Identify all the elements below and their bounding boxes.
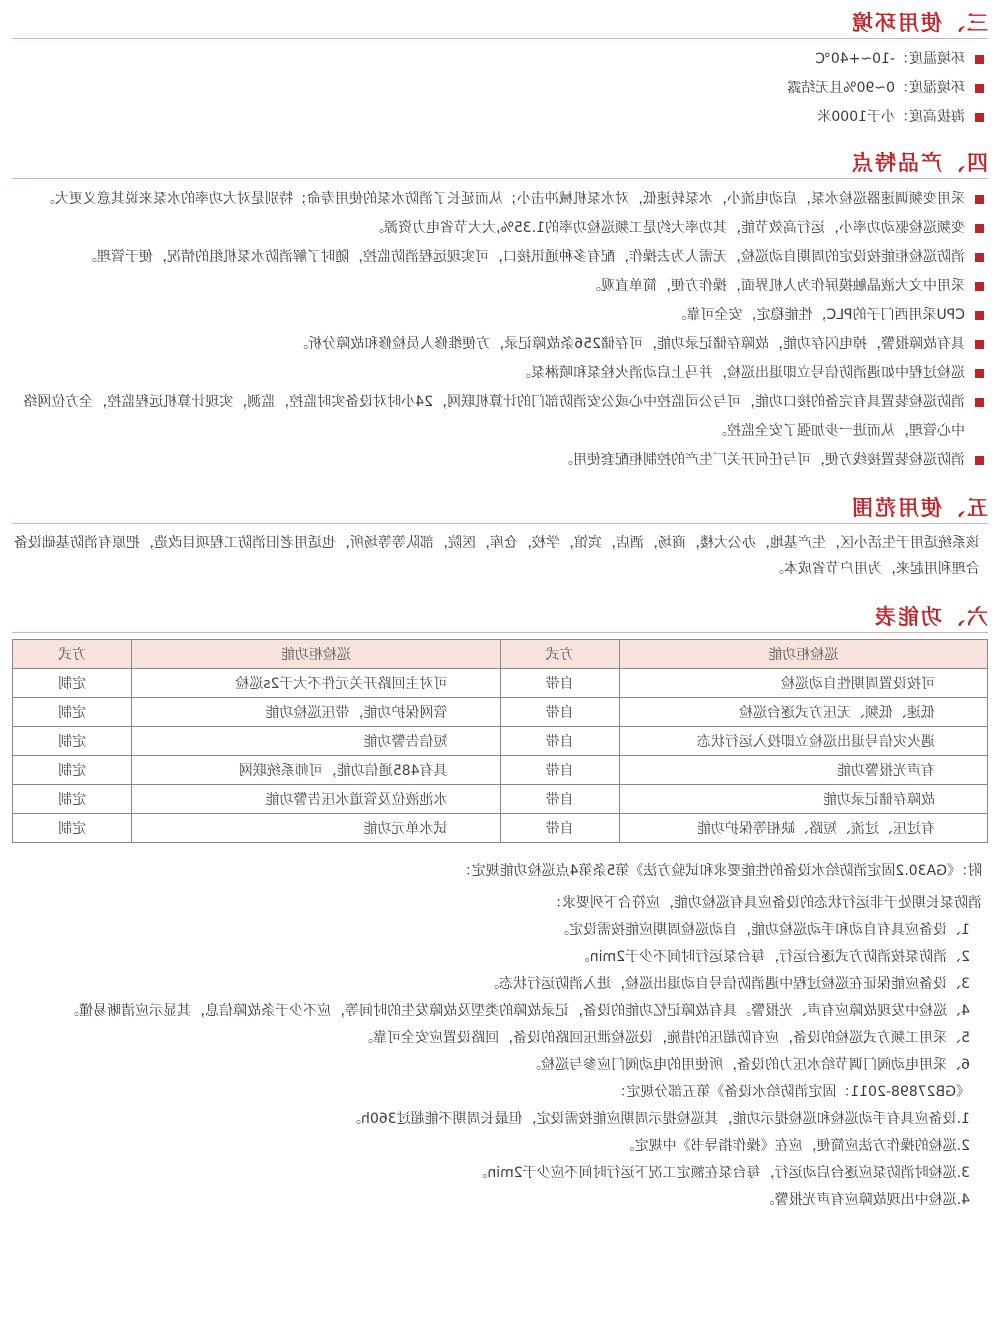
table-row	[13, 814, 988, 843]
table-row	[13, 727, 988, 756]
table-cell: 定制	[13, 785, 132, 814]
bullet-square-icon	[975, 224, 984, 233]
table-row	[13, 698, 988, 727]
table-cell: 定制	[13, 669, 132, 698]
rule-item: 1.设备应具有手动巡检和巡检提示功能，其巡检提示周期应能按需设定，但最长周期不能超过360h。	[347, 1111, 970, 1127]
table-cell: 自带	[500, 785, 619, 814]
rule-item: 2.巡检的操作方法应简便，应在《操作指导书》中规定。	[620, 1138, 970, 1154]
list-item: 环境湿度：0~90%且无结露	[12, 74, 988, 103]
list-item: 采用中文大液晶触摸屏作为人机界面，操作方便，简单直观。	[12, 272, 988, 301]
table-cell: 可按设置周期性自动巡检	[619, 669, 987, 698]
bullet-square-icon	[975, 340, 984, 349]
section6-rule	[12, 632, 988, 633]
rule-item: 3.巡检时消防泵应逐台启动运行，每台泵在额定工况下运行时间不应少于2min。	[473, 1165, 970, 1181]
section4-list	[12, 185, 988, 475]
table-cell: 自带	[500, 669, 619, 698]
bullet-square-icon	[975, 113, 984, 122]
table-cell: 水池液位及管道水压告警功能	[132, 785, 500, 814]
table-row	[13, 785, 988, 814]
bullet-square-icon	[975, 456, 984, 465]
table-cell: 试水单元功能	[132, 814, 500, 843]
table-cell: 故障存储记录功能	[619, 785, 987, 814]
section4-title: 四、产品特点	[850, 151, 988, 175]
bullet-square-icon	[975, 398, 984, 407]
table-cell: 定制	[13, 756, 132, 785]
bullet-square-icon	[975, 55, 984, 64]
bullet-square-icon	[975, 253, 984, 262]
list-item: 采用变频调速器巡检水泵，启动电流小，水泵转速低，对水泵机械冲击小；从而延长了消防水泵的使用寿命；特别是对大功率的水泵来说其意义更大。	[12, 185, 988, 214]
standard-note-gb27898: 《GB27898-2011：固定消防给水设备》第五部分规定：	[612, 1084, 970, 1100]
rule-item: 3、设备应能保证在巡检过程中遇消防信号自动退出巡检，进入消防运行状态。	[485, 976, 970, 992]
col-header-mode-2: 方式	[13, 640, 132, 669]
bullet-square-icon	[975, 369, 984, 378]
section3-rule	[12, 38, 988, 39]
table-cell: 自带	[500, 756, 619, 785]
table-cell: 具有485通信功能，可师系统联网	[132, 756, 500, 785]
rule-item: 4、巡检中发现故障应有声、光报警。具有故障记忆功能的设备，记录故障的类型及故障发生的时间等，应不少于条故障信息，其显示应清晰易懂。	[65, 1003, 970, 1019]
table-cell: 可对主回路开关元件不大于2s巡检	[132, 669, 500, 698]
bullet-square-icon	[975, 195, 984, 204]
list-item: 消防巡检柜能按设定的周期自动巡检，无需人为去操作，配有多种通讯接口，可实现远程消防监控，随时了解消防水泵机组的情况，便于管理。	[12, 243, 988, 272]
standard-note-ga30: 附：《GA30.2固定消防给水设备的性能要求和试验方法》第5条第4点巡检功能规定：	[457, 863, 982, 879]
list-item: 变频巡检驱动功率小，运行高效节能，其功率大约是工频巡检功率的1.35%,大大节省电力资源。	[12, 214, 988, 243]
table-cell: 短信告警功能	[132, 727, 500, 756]
list-item: 消防巡检装置接线方便，可与任何开关厂生产的控制柜配套使用。	[12, 446, 988, 475]
table-cell: 遇火灾信号退出巡检立即投入运行状态	[619, 727, 987, 756]
bullet-square-icon	[975, 311, 984, 320]
table-cell: 定制	[13, 814, 132, 843]
table-cell: 自带	[500, 814, 619, 843]
table-row	[13, 669, 988, 698]
table-header-row	[13, 640, 988, 669]
table-cell: 自带	[500, 727, 619, 756]
requirement-lead: 消防泵长期处于非运行状态的设备应具有巡检功能，应符合下列要求：	[548, 895, 982, 911]
table-row	[13, 756, 988, 785]
table-cell: 定制	[13, 698, 132, 727]
table-cell: 低速、低频、无压方式逐台巡检	[619, 698, 987, 727]
table-cell: 自带	[500, 698, 619, 727]
bullet-square-icon	[975, 282, 984, 291]
section3-list	[12, 45, 988, 132]
function-table	[12, 639, 988, 843]
col-header-mode-1: 方式	[500, 640, 619, 669]
list-item: 巡检过程中如遇消防信号立即退出巡检，并马上启动消火栓泵和喷淋泵。	[12, 359, 988, 388]
col-header-function-2: 巡检柜功能	[132, 640, 500, 669]
table-cell: 管网保护功能，带压巡检功能	[132, 698, 500, 727]
section5-title: 五、使用范围	[850, 496, 988, 520]
col-header-function-1: 巡检柜功能	[619, 640, 987, 669]
table-cell: 有过压、过流、短路、缺相等保护功能	[619, 814, 987, 843]
section3-title: 三、使用环境	[850, 11, 988, 35]
list-item: 环境温度：-10~+40℃	[12, 45, 988, 74]
table-cell: 定制	[13, 727, 132, 756]
list-item: 具有故障报警，掉电闪存功能，故障存储记录功能，可存储256条故障记录，方便维修人员检修和故障分析。	[12, 330, 988, 359]
section4-rule	[12, 178, 988, 179]
bullet-square-icon	[975, 84, 984, 93]
section5-rule	[12, 523, 988, 524]
rule-item: 4.巡检中出现故障应有声光报警。	[760, 1192, 970, 1208]
table-cell: 有声光报警功能	[619, 756, 987, 785]
rule-item: 2、消防泵按消防方式逐台运行，每台泵运行时间不少于2min。	[575, 949, 970, 965]
list-item: CPU采用西门子的PLC，性能稳定，安全可靠。	[12, 301, 988, 330]
rule-item: 1、设备应具有自动和手动巡检功能，自动巡检周期应能按需设定。	[555, 922, 970, 938]
list-item: 消防巡检装置具有完备的接口功能，可与公司监控中心或公安消防部门的计算机联网，24小时对设备实时监控，监测，实现计算机远程监控，全方位网络中心管理，从而进一步加强了安全监控。	[12, 388, 988, 446]
list-item: 海拔高度：小于1000米	[12, 103, 988, 132]
rule-item: 6、采用电动阀门调节给水压力的设备，所使用的电动阀门应参与巡检。	[527, 1057, 970, 1073]
rule-item: 5、采用工频方式巡检的设备，应有防超压的措施，设巡检泄压回路的设备，回路设置应安全可靠。	[359, 1030, 970, 1046]
section5-text: 该系统适用于生活小区，生产基地，办公大楼，商场，酒店，宾馆，学校，仓库，医院，部队等等场所，也适用老旧消防工程项目改造，把原有消防基础设备合理利用起来，为用户节省成本。	[14, 535, 980, 577]
section6-title: 六、功能表	[873, 605, 988, 629]
